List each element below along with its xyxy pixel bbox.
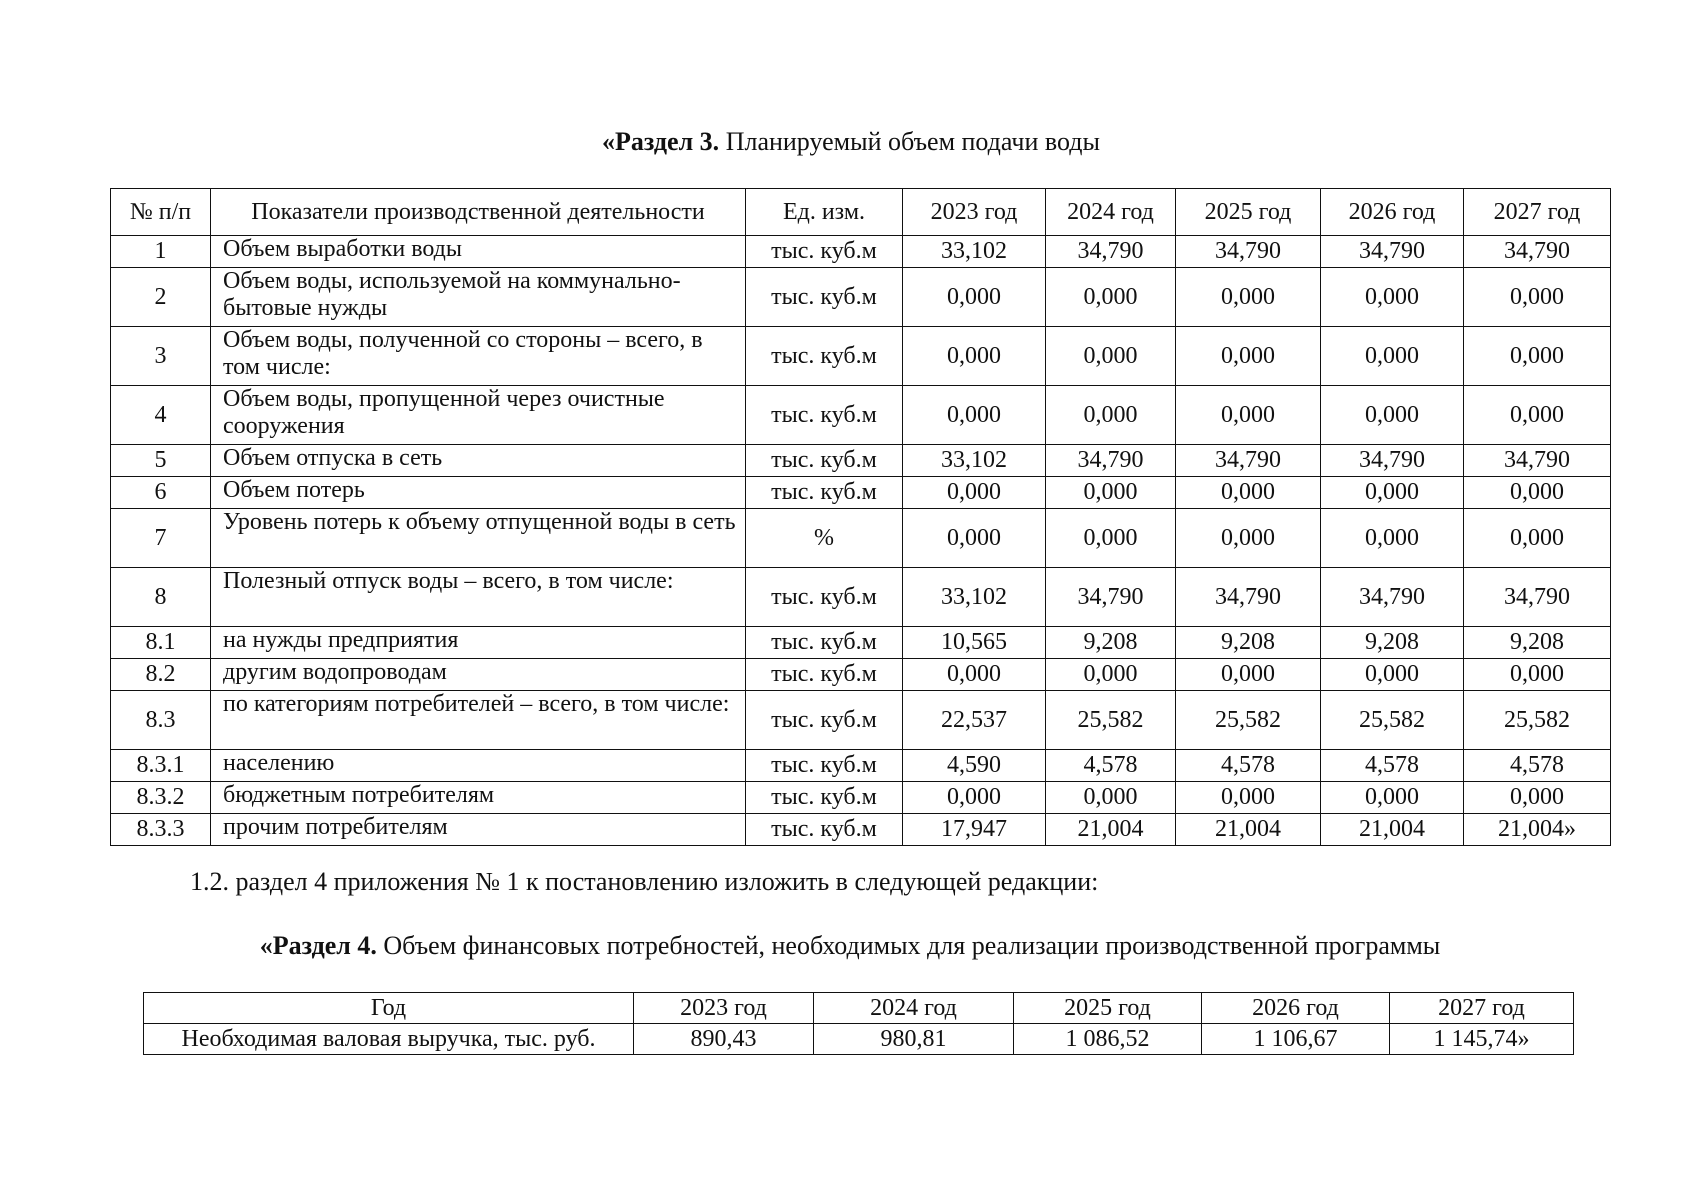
indicator-name: Полезный отпуск воды – всего, в том числе: xyxy=(211,568,746,627)
section-4-title-text: Объем финансовых потребностей, необходимых для реализации производственной программы xyxy=(376,931,1441,960)
row-number: 5 xyxy=(111,445,211,477)
unit-cell: тыс. куб.м xyxy=(746,236,903,268)
unit-cell: тыс. куб.м xyxy=(746,750,903,782)
section-3-title-text: Планируемый объем подачи воды xyxy=(719,127,1100,156)
value-cell: 0,000 xyxy=(1176,782,1321,814)
value-cell: 0,000 xyxy=(1176,659,1321,691)
table-row xyxy=(144,1024,1574,1055)
table-row xyxy=(111,327,1611,386)
value-cell: 10,565 xyxy=(903,627,1046,659)
value-cell: 0,000 xyxy=(1464,659,1611,691)
row-number: 1 xyxy=(111,236,211,268)
table-header-row xyxy=(144,993,1574,1024)
value-cell: 0,000 xyxy=(903,327,1046,386)
indicator-name: Объем выработки воды xyxy=(211,236,746,268)
financial-needs-table xyxy=(143,992,1574,1055)
column-header: 2024 год xyxy=(814,993,1014,1024)
value-cell: 22,537 xyxy=(903,691,1046,750)
value-cell: 0,000 xyxy=(1046,659,1176,691)
indicator-name: Объем воды, используемой на коммунально-бытовые нужды xyxy=(211,268,746,327)
water-supply-table xyxy=(110,188,1611,846)
unit-cell: тыс. куб.м xyxy=(746,782,903,814)
value-cell: 0,000 xyxy=(1464,386,1611,445)
value-cell: 0,000 xyxy=(1046,477,1176,509)
value-cell: 34,790 xyxy=(1046,568,1176,627)
value-cell: 9,208 xyxy=(1321,627,1464,659)
table-row xyxy=(111,268,1611,327)
value-cell: 21,004 xyxy=(1176,814,1321,846)
column-header: 2026 год xyxy=(1321,189,1464,236)
value-cell: 0,000 xyxy=(1321,659,1464,691)
section-3-title-bold: «Раздел 3. xyxy=(602,127,720,156)
value-cell: 0,000 xyxy=(1321,509,1464,568)
table-row xyxy=(111,814,1611,846)
section-4-title xyxy=(50,930,1650,962)
table-row xyxy=(111,386,1611,445)
indicator-name: населению xyxy=(211,750,746,782)
value-cell: 4,578 xyxy=(1464,750,1611,782)
value-cell: 33,102 xyxy=(903,236,1046,268)
value-cell: 0,000 xyxy=(1176,327,1321,386)
value-cell: 4,590 xyxy=(903,750,1046,782)
value-cell: 9,208 xyxy=(1046,627,1176,659)
amendment-paragraph: 1.2. раздел 4 приложения № 1 к постановлению изложить в следующей редакции: xyxy=(190,867,1099,896)
indicator-name: бюджетным потребителям xyxy=(211,782,746,814)
value-cell: 9,208 xyxy=(1176,627,1321,659)
value-cell: 0,000 xyxy=(1176,477,1321,509)
row-number: 2 xyxy=(111,268,211,327)
table-row xyxy=(111,659,1611,691)
value-cell: 34,790 xyxy=(1176,568,1321,627)
value-cell: 0,000 xyxy=(1046,386,1176,445)
unit-cell: тыс. куб.м xyxy=(746,445,903,477)
value-cell: 21,004 xyxy=(1046,814,1176,846)
value-cell: 9,208 xyxy=(1464,627,1611,659)
row-number: 8 xyxy=(111,568,211,627)
indicator-name: Объем воды, пропущенной через очистные сооружения xyxy=(211,386,746,445)
value-cell: 0,000 xyxy=(1321,268,1464,327)
indicator-name: по категориям потребителей – всего, в том числе: xyxy=(211,691,746,750)
table-header-row xyxy=(111,189,1611,236)
value-cell: 0,000 xyxy=(903,386,1046,445)
column-header: Ед. изм. xyxy=(746,189,903,236)
value-cell: 0,000 xyxy=(1046,268,1176,327)
value-cell: 34,790 xyxy=(1464,445,1611,477)
row-number: 3 xyxy=(111,327,211,386)
indicator-name: прочим потребителям xyxy=(211,814,746,846)
row-number: 8.3.3 xyxy=(111,814,211,846)
column-header: 2027 год xyxy=(1464,189,1611,236)
value-cell: 0,000 xyxy=(1176,268,1321,327)
value-cell: 0,000 xyxy=(1321,477,1464,509)
value-cell: 1 145,74» xyxy=(1390,1024,1574,1055)
column-header: 2023 год xyxy=(903,189,1046,236)
indicator-name: другим водопроводам xyxy=(211,659,746,691)
value-cell: 0,000 xyxy=(903,659,1046,691)
value-cell: 0,000 xyxy=(903,268,1046,327)
value-cell: 25,582 xyxy=(1321,691,1464,750)
value-cell: 890,43 xyxy=(634,1024,814,1055)
value-cell: 0,000 xyxy=(1321,782,1464,814)
unit-cell: тыс. куб.м xyxy=(746,268,903,327)
column-header: 2023 год xyxy=(634,993,814,1024)
row-number: 7 xyxy=(111,509,211,568)
value-cell: 980,81 xyxy=(814,1024,1014,1055)
value-cell: 21,004 xyxy=(1321,814,1464,846)
unit-cell: тыс. куб.м xyxy=(746,814,903,846)
value-cell: 25,582 xyxy=(1046,691,1176,750)
indicator-name: Объем потерь xyxy=(211,477,746,509)
unit-cell: тыс. куб.м xyxy=(746,627,903,659)
table-row xyxy=(111,509,1611,568)
value-cell: 4,578 xyxy=(1176,750,1321,782)
value-cell: 0,000 xyxy=(1321,327,1464,386)
value-cell: 34,790 xyxy=(1176,445,1321,477)
column-header: Год xyxy=(144,993,634,1024)
value-cell: 25,582 xyxy=(1176,691,1321,750)
unit-cell: тыс. куб.м xyxy=(746,691,903,750)
table-row xyxy=(111,236,1611,268)
value-cell: 0,000 xyxy=(1464,327,1611,386)
section-3-title xyxy=(0,126,1702,158)
column-header: 2025 год xyxy=(1176,189,1321,236)
table-row xyxy=(111,691,1611,750)
value-cell: 0,000 xyxy=(1464,477,1611,509)
value-cell: 0,000 xyxy=(903,509,1046,568)
row-number: 6 xyxy=(111,477,211,509)
value-cell: 34,790 xyxy=(1046,445,1176,477)
value-cell: 0,000 xyxy=(1046,782,1176,814)
value-cell: 0,000 xyxy=(1464,509,1611,568)
value-cell: 34,790 xyxy=(1046,236,1176,268)
value-cell: 1 086,52 xyxy=(1014,1024,1202,1055)
row-label: Необходимая валовая выручка, тыс. руб. xyxy=(144,1024,634,1055)
value-cell: 0,000 xyxy=(1046,327,1176,386)
value-cell: 4,578 xyxy=(1046,750,1176,782)
indicator-name: Уровень потерь к объему отпущенной воды в сеть xyxy=(211,509,746,568)
row-number: 8.2 xyxy=(111,659,211,691)
table-row xyxy=(111,445,1611,477)
value-cell: 0,000 xyxy=(1046,509,1176,568)
value-cell: 17,947 xyxy=(903,814,1046,846)
value-cell: 34,790 xyxy=(1321,568,1464,627)
table-row xyxy=(111,750,1611,782)
row-number: 8.3.2 xyxy=(111,782,211,814)
value-cell: 0,000 xyxy=(1464,782,1611,814)
value-cell: 34,790 xyxy=(1321,445,1464,477)
table-row xyxy=(111,477,1611,509)
row-number: 8.3 xyxy=(111,691,211,750)
column-header: 2025 год xyxy=(1014,993,1202,1024)
value-cell: 0,000 xyxy=(903,477,1046,509)
column-header: 2026 год xyxy=(1202,993,1390,1024)
section-4-title-bold: «Раздел 4. xyxy=(259,931,377,960)
value-cell: 34,790 xyxy=(1176,236,1321,268)
unit-cell: тыс. куб.м xyxy=(746,386,903,445)
unit-cell: тыс. куб.м xyxy=(746,477,903,509)
value-cell: 25,582 xyxy=(1464,691,1611,750)
value-cell: 0,000 xyxy=(1176,386,1321,445)
value-cell: 34,790 xyxy=(1321,236,1464,268)
value-cell: 0,000 xyxy=(1176,509,1321,568)
unit-cell: тыс. куб.м xyxy=(746,327,903,386)
column-header: 2024 год xyxy=(1046,189,1176,236)
indicator-name: Объем воды, полученной со стороны – всего, в том числе: xyxy=(211,327,746,386)
indicator-name: на нужды предприятия xyxy=(211,627,746,659)
value-cell: 1 106,67 xyxy=(1202,1024,1390,1055)
row-number: 8.1 xyxy=(111,627,211,659)
table-row xyxy=(111,782,1611,814)
row-number: 4 xyxy=(111,386,211,445)
value-cell: 33,102 xyxy=(903,568,1046,627)
unit-cell: % xyxy=(746,509,903,568)
unit-cell: тыс. куб.м xyxy=(746,659,903,691)
table-row xyxy=(111,627,1611,659)
value-cell: 34,790 xyxy=(1464,236,1611,268)
value-cell: 4,578 xyxy=(1321,750,1464,782)
unit-cell: тыс. куб.м xyxy=(746,568,903,627)
value-cell: 0,000 xyxy=(1321,386,1464,445)
column-header: Показатели производственной деятельности xyxy=(211,189,746,236)
value-cell: 0,000 xyxy=(1464,268,1611,327)
value-cell: 34,790 xyxy=(1464,568,1611,627)
row-number: 8.3.1 xyxy=(111,750,211,782)
value-cell: 33,102 xyxy=(903,445,1046,477)
column-header: 2027 год xyxy=(1390,993,1574,1024)
column-header: № п/п xyxy=(111,189,211,236)
value-cell: 0,000 xyxy=(903,782,1046,814)
indicator-name: Объем отпуска в сеть xyxy=(211,445,746,477)
table-row xyxy=(111,568,1611,627)
value-cell: 21,004» xyxy=(1464,814,1611,846)
